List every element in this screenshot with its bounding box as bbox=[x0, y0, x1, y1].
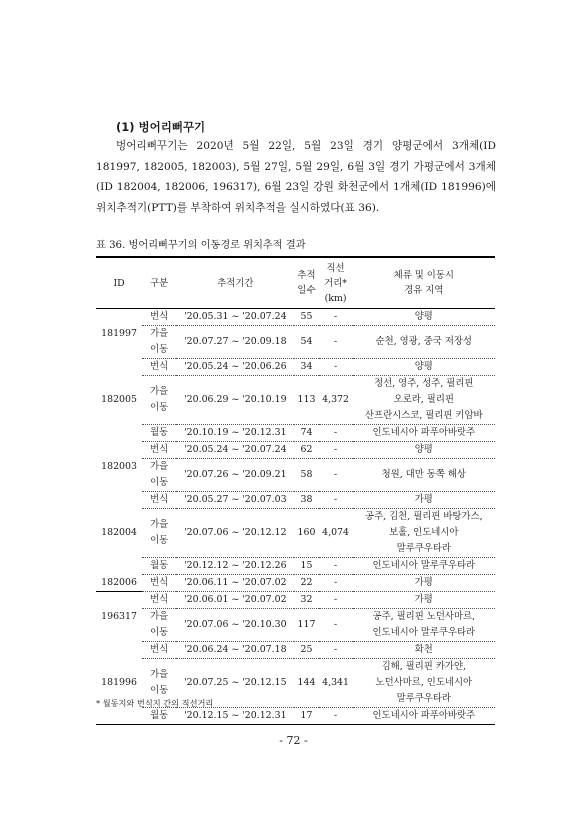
table-row bbox=[96, 708, 495, 725]
cell-period: '20.06.29 ~ '20.10.19 bbox=[176, 376, 294, 425]
cell-days: 38 bbox=[294, 492, 318, 509]
table-row bbox=[96, 442, 495, 459]
table-row bbox=[96, 609, 495, 642]
cell-distance: 4,074 bbox=[319, 509, 353, 558]
cell-route: 가평 bbox=[353, 575, 495, 592]
cell-period: '20.06.01 ~ '20.07.02 bbox=[176, 592, 294, 609]
cell-days: 58 bbox=[294, 459, 318, 492]
table-row bbox=[96, 459, 495, 492]
cell-category: 번식 bbox=[142, 359, 176, 376]
cell-route: 양평 bbox=[353, 359, 495, 376]
cell-route: 가평 bbox=[353, 492, 495, 509]
cell-period: '20.05.27 ~ '20.07.03 bbox=[176, 492, 294, 509]
table-row bbox=[96, 509, 495, 558]
table-row bbox=[96, 592, 495, 609]
cell-days: 25 bbox=[294, 642, 318, 659]
cell-days: 54 bbox=[294, 326, 318, 359]
cell-route: 공주, 김천, 필리핀 바탕가스, 보홀, 인도네시아 말루쿠우타라 bbox=[353, 509, 495, 558]
table-header-row bbox=[96, 257, 495, 309]
cell-route: 공주, 필리핀 노던사마르, 인도네시아 말루쿠우타라 bbox=[353, 609, 495, 642]
cell-category: 월동 bbox=[142, 708, 176, 725]
cell-category: 번식 bbox=[142, 309, 176, 326]
cell-period: '20.07.25 ~ '20.12.15 bbox=[176, 659, 294, 708]
cell-category: 가을 이동 bbox=[142, 459, 176, 492]
cell-distance: - bbox=[319, 609, 353, 642]
cell-category: 월동 bbox=[142, 425, 176, 442]
cell-days: 17 bbox=[294, 708, 318, 725]
header-id: ID bbox=[96, 257, 142, 309]
table-row bbox=[96, 558, 495, 575]
cell-distance: - bbox=[319, 558, 353, 575]
cell-distance: - bbox=[319, 708, 353, 725]
cell-distance: 4,341 bbox=[319, 659, 353, 708]
cell-distance: - bbox=[319, 642, 353, 659]
cell-distance: - bbox=[319, 492, 353, 509]
cell-distance: - bbox=[319, 425, 353, 442]
cell-period: '20.07.06 ~ '20.10.30 bbox=[176, 609, 294, 642]
header-period: 추적기간 bbox=[176, 257, 294, 309]
cell-distance: - bbox=[319, 575, 353, 592]
cell-category: 번식 bbox=[142, 492, 176, 509]
cell-category: 번식 bbox=[142, 442, 176, 459]
cell-route: 김해, 필리핀 카가얀, 노던사마르, 인도네시아 말루쿠우타라 bbox=[353, 659, 495, 708]
cell-days: 113 bbox=[294, 376, 318, 425]
tracking-results-table bbox=[96, 256, 495, 725]
cell-category: 가을 이동 bbox=[142, 326, 176, 359]
cell-id: 182006 bbox=[96, 575, 142, 592]
cell-category: 번식 bbox=[142, 575, 176, 592]
table-row bbox=[96, 575, 495, 592]
cell-period: '20.12.12 ~ '20.12.26 bbox=[176, 558, 294, 575]
cell-period: '20.12.15 ~ '20.12.31 bbox=[176, 708, 294, 725]
section-heading: (1) 벙어리뻐꾸기 bbox=[116, 120, 206, 134]
table-body bbox=[96, 309, 495, 725]
cell-days: 34 bbox=[294, 359, 318, 376]
header-distance: 직선 거리* (km) bbox=[319, 257, 353, 309]
cell-route: 화천 bbox=[353, 642, 495, 659]
cell-distance: - bbox=[319, 326, 353, 359]
cell-id: 181997 bbox=[101, 327, 137, 339]
cell-id: 181996 bbox=[101, 676, 137, 688]
cell-days: 55 bbox=[294, 309, 318, 326]
cell-category: 월동 bbox=[142, 558, 176, 575]
table-row bbox=[96, 425, 495, 442]
cell-distance: - bbox=[319, 359, 353, 376]
cell-category: 가을 이동 bbox=[142, 609, 176, 642]
table-row bbox=[96, 376, 495, 425]
cell-distance: 4,372 bbox=[319, 376, 353, 425]
table-caption: 표 36. 벙어리뻐꾸기의 이동경로 위치추적 결과 bbox=[96, 240, 306, 251]
cell-period: '20.07.26 ~ '20.09.21 bbox=[176, 459, 294, 492]
cell-route: 정선, 영주, 성주, 필리핀 오로라, 필리핀 산프란시스코, 필리핀 키암바 bbox=[353, 376, 495, 425]
cell-period: '20.05.31 ~ '20.07.24 bbox=[176, 309, 294, 326]
cell-route: 인도네시아 파푸아바랏주 bbox=[353, 708, 495, 725]
header-category: 구분 bbox=[142, 257, 176, 309]
cell-days: 15 bbox=[294, 558, 318, 575]
cell-route: 양평 bbox=[353, 442, 495, 459]
cell-distance: - bbox=[319, 309, 353, 326]
cell-period: '20.06.11 ~ '20.07.02 bbox=[176, 575, 294, 592]
cell-days: 117 bbox=[294, 609, 318, 642]
cell-category: 가을 이동 bbox=[142, 376, 176, 425]
cell-id: 196317 bbox=[101, 610, 137, 622]
table-row bbox=[96, 326, 495, 359]
cell-route: 가평 bbox=[353, 592, 495, 609]
cell-route: 양평 bbox=[353, 309, 495, 326]
cell-days: 160 bbox=[294, 509, 318, 558]
cell-category: 번식 bbox=[142, 642, 176, 659]
cell-distance: - bbox=[319, 442, 353, 459]
cell-id: 182005 bbox=[101, 394, 137, 405]
cell-id: 182004 bbox=[101, 527, 137, 538]
cell-period: '20.05.24 ~ '20.07.24 bbox=[176, 442, 294, 459]
cell-route: 청원, 대만 동쪽 해상 bbox=[353, 459, 495, 492]
cell-distance: - bbox=[319, 459, 353, 492]
table-footnote: * 월동지와 번식지 간의 직선거리 bbox=[96, 698, 214, 708]
body-paragraph: 벙어리뻐꾸기는 2020년 5월 22일, 5월 23일 경기 양평군에서 3개체(ID 181997, 182005, 182003), 5월 27일, 5월 29일, 6월 3일 경기 가평군에서 3개체(ID 182004, 182006, 196317), 6월 23일 강원 화천군에서 1개체(ID 181996)에 위치추적기(PTT)를 부착하여 위치추적을 실시하였다(표 36). bbox=[96, 140, 496, 214]
table-row bbox=[96, 492, 495, 509]
header-route: 체류 및 이동시 경유 지역 bbox=[353, 257, 495, 309]
cell-period: '20.06.24 ~ '20.07.18 bbox=[176, 642, 294, 659]
cell-period: '20.10.19 ~ '20.12.31 bbox=[176, 425, 294, 442]
cell-category: 가을 이동 bbox=[142, 659, 176, 708]
cell-category: 가을 이동 bbox=[142, 509, 176, 558]
table-row bbox=[96, 359, 495, 376]
cell-days: 74 bbox=[294, 425, 318, 442]
cell-period: '20.07.06 ~ '20.12.12 bbox=[176, 509, 294, 558]
table-row bbox=[96, 309, 495, 326]
cell-days: 62 bbox=[294, 442, 318, 459]
cell-days: 32 bbox=[294, 592, 318, 609]
cell-route: 순천, 영광, 중국 저장성 bbox=[353, 326, 495, 359]
cell-route: 인도네시아 파푸아바랏주 bbox=[353, 425, 495, 442]
table-row bbox=[96, 642, 495, 659]
cell-id: 182003 bbox=[101, 460, 137, 472]
cell-route: 인도네시아 말루쿠우타라 bbox=[353, 558, 495, 575]
page-number: - 72 - bbox=[279, 734, 308, 747]
cell-days: 22 bbox=[294, 575, 318, 592]
cell-distance: - bbox=[319, 592, 353, 609]
cell-period: '20.07.27 ~ '20.09.18 bbox=[176, 326, 294, 359]
cell-category: 번식 bbox=[142, 592, 176, 609]
header-days: 추적 일수 bbox=[294, 257, 318, 309]
cell-period: '20.05.24 ~ '20.06.26 bbox=[176, 359, 294, 376]
cell-days: 144 bbox=[294, 659, 318, 708]
